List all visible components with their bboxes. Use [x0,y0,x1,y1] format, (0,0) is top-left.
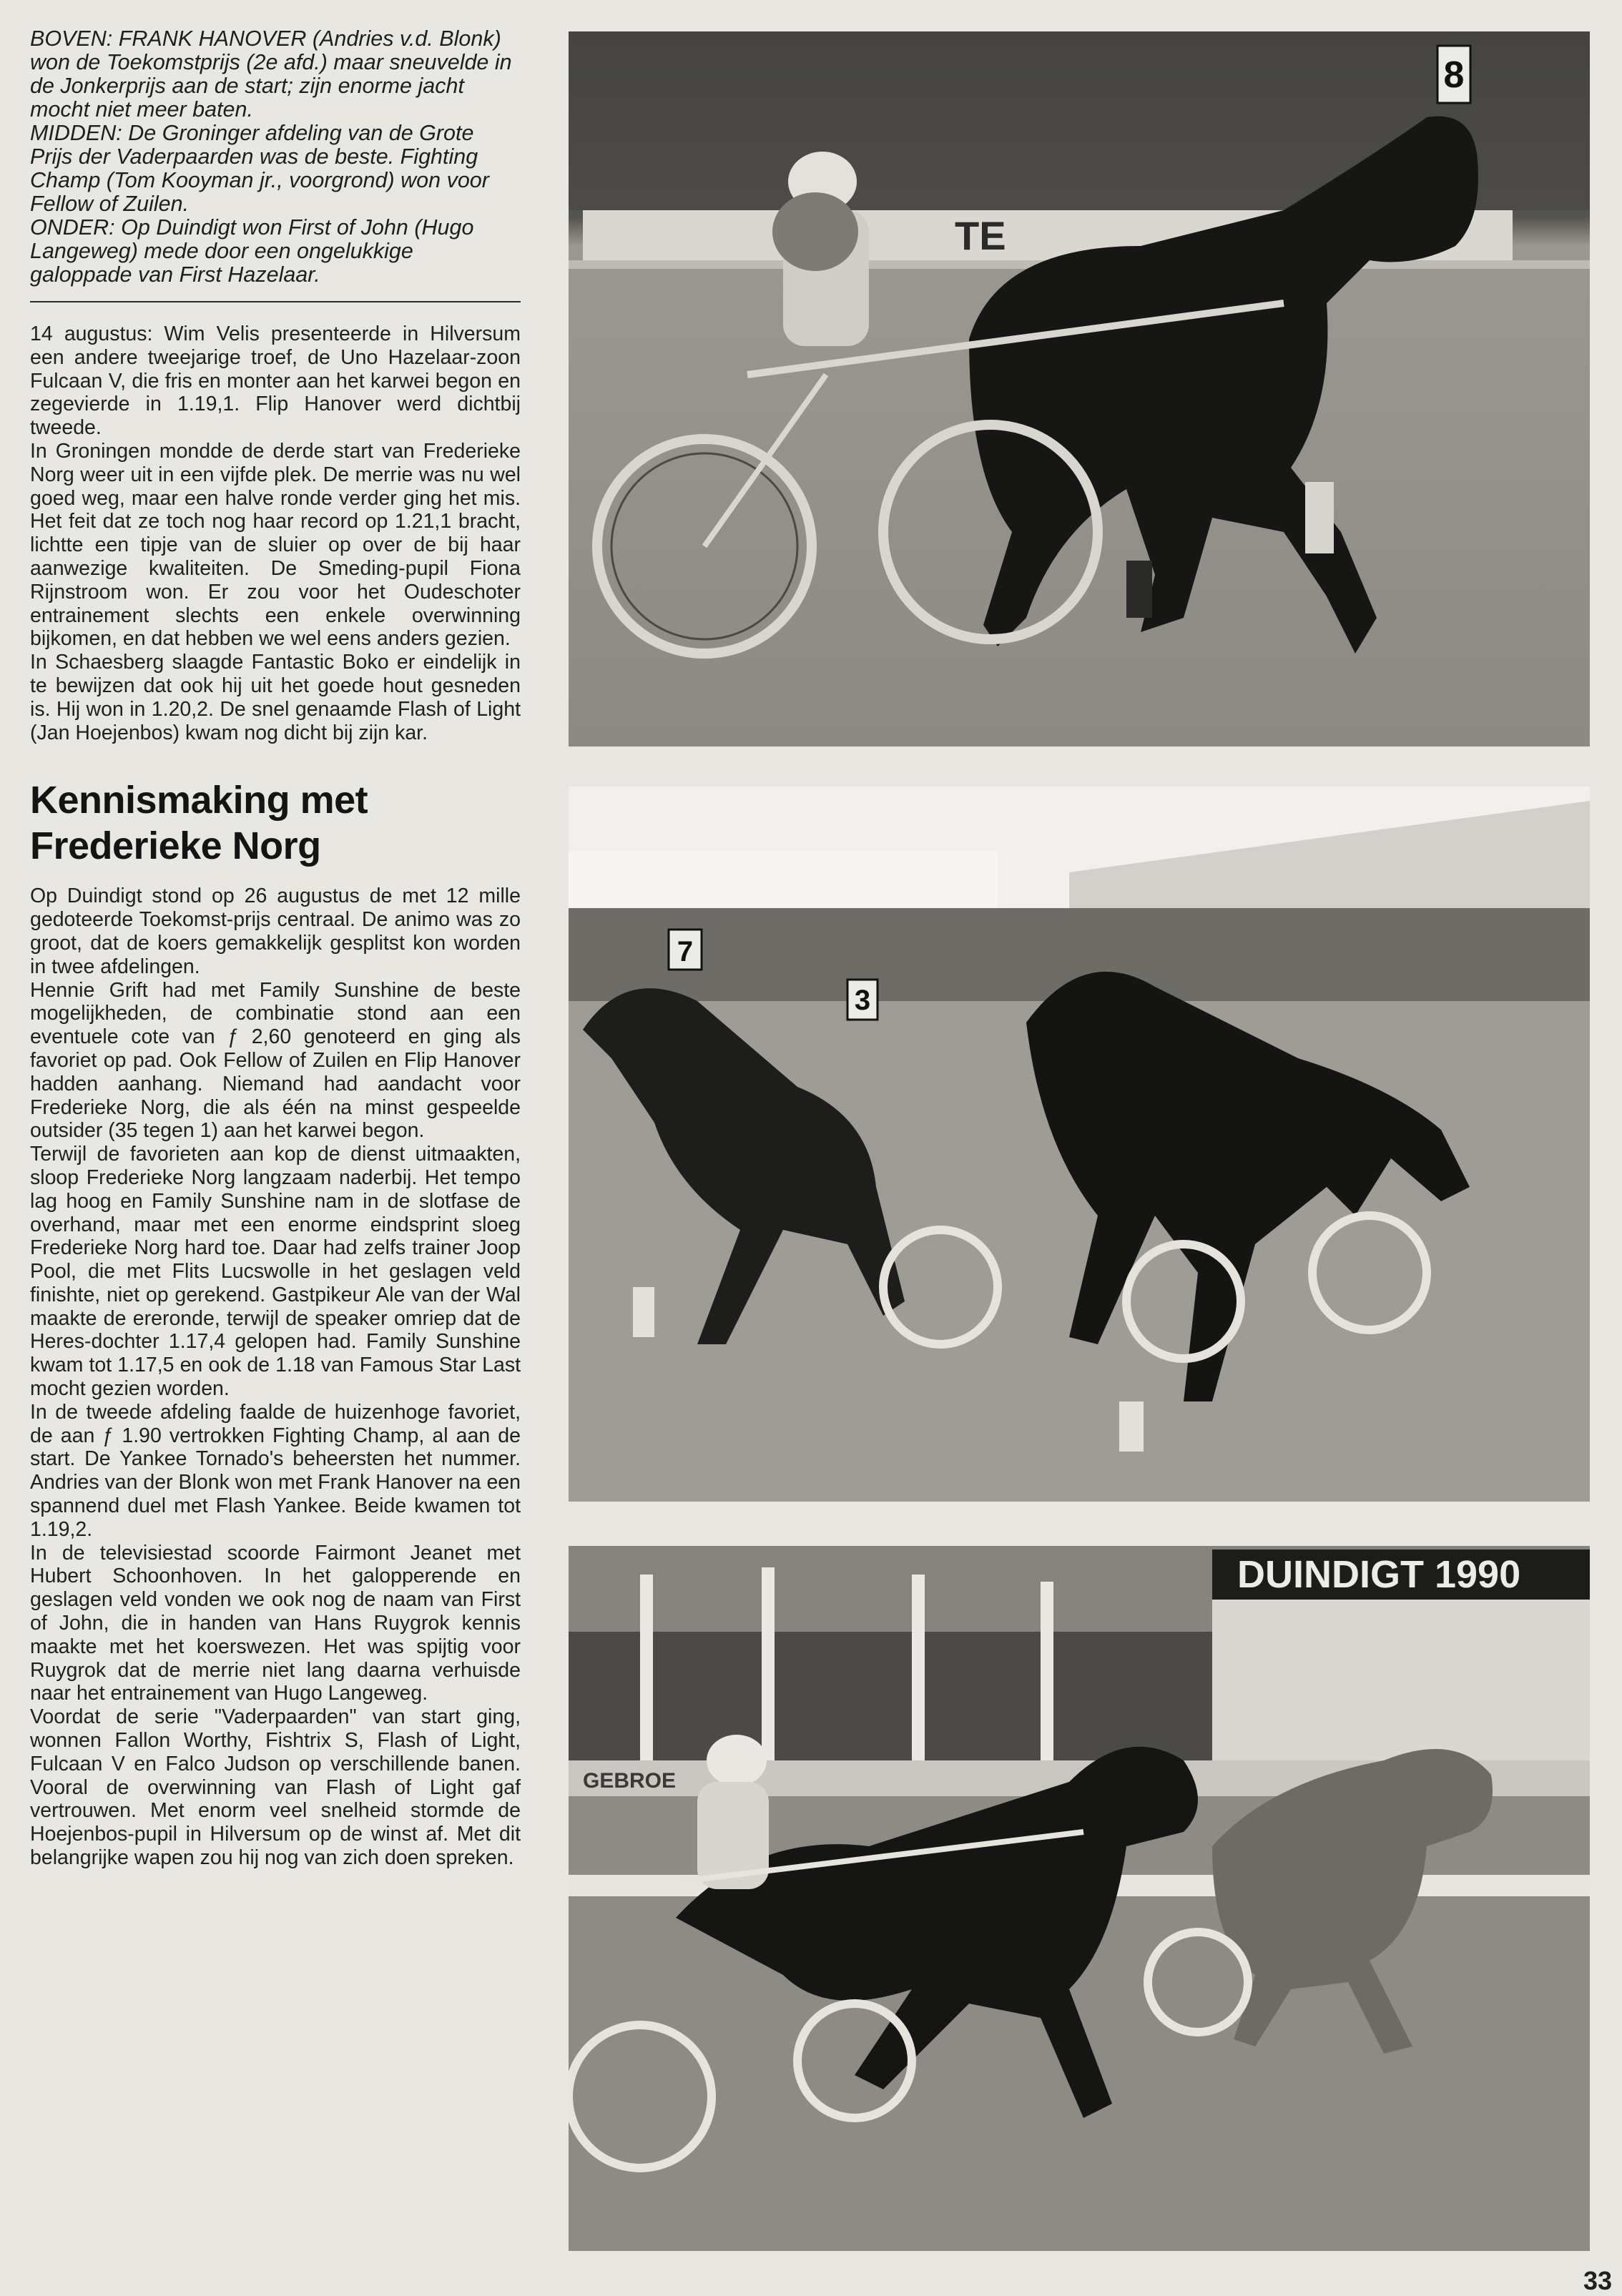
paragraph: In de televisiestad scoorde Fairmont Jeanet met Hubert Schoonhoven. In het galopperende en geslagen veld vonden we ook nog de naam van First of John, die in handen van Hans Ruygrok kennis maakte met het koerswezen. Het was spijtig voor Ruygrok dat de merrie niet lang daarna verhuisde naar het entrainement van Hugo Langeweg. [30,1541,521,1705]
number-plate: 7 [677,936,694,967]
article-heading: Kennismaking met Frederieke Norg [30,779,368,868]
number-plate: 3 [854,985,871,1016]
divider [30,301,521,302]
photo-top-horse-trotter [569,31,1590,747]
sign-text: TE [955,213,1006,258]
paragraph: In Schaesberg slaagde Fantastic Boko er eindelijk in te bewijzen dat ook hij uit het goede hout gesneden is. Hij won in 1.20,2. De snel genaamde Flash of Light (Jan Hoejenbos) kwam nog dicht bij zijn kar. [30,651,521,744]
photo-bottom-race [569,1546,1590,2251]
text-column [30,27,521,1870]
paragraph: 14 augustus: Wim Velis presenteerde in Hilversum een andere tweejarige troef, de Uno Hazelaar-zoon Fulcaan V, die fris en monter aan het karwei begon en zegevierde in 1.19,1. Flip Hanover werd dichtbij tweede. [30,322,521,440]
number-plate: 8 [1443,54,1465,96]
photo-captions [30,27,521,287]
paragraph: Voordat de serie "Vaderpaarden" van start ging, wonnen Fallon Worthy, Fishtrix S, Flash of Light, Fulcaan V en Falco Judson op verschillende banen. Vooral de overwinning van Flash of Light gaf vertrouwen. Met enorm veel snelheid stormde de Hoejenbos-pupil in Hilversum op de winst af. Met dit belangrijke wapen zou hij nog van zich doen spreken. [30,1705,521,1870]
intro-text [30,322,521,744]
caption-bottom: ONDER: Op Duindigt won First of John (Hugo Langeweg) mede door een ongelukkige galoppade van First Hazelaar. [30,215,474,287]
paragraph: Terwijl de favorieten aan kop de dienst uitmaakten, sloop Frederieke Norg langzaam naderbij. Het tempo lag hoog en Family Sunshine nam in de slotfase de overhand, maar met een enorme eindsprint sloeg Frederieke Norg hard toe. Daar had zelfs trainer Joop Pool, die met Flits Lucswolle in het geslagen veld finishte, niet op gerekend. Gastpikeur Ale van der Wal maakte de ereronde, terwijl de speaker omriep dat de Heres-dochter 1.17,4 gelopen had. Family Sunshine kwam tot 1.17,5 en ook de 1.18 van Famous Star Last mocht gezien worden. [30,1143,521,1401]
caption-middle: MIDDEN: De Groninger afdeling van de Grote Prijs der Vaderpaarden was de beste. Fighting Champ (Tom Kooyman jr., voorgrond) won voor Fellow of Zuilen. [30,121,489,216]
caption-top: BOVEN: FRANK HANOVER (Andries v.d. Blonk) won de Toekomstprijs (2e afd.) maar sneuvelde in de Jonkerprijs aan de start; zijn enorme jacht mocht niet meer baten. [30,26,512,122]
photo-middle-race [569,787,1590,1502]
paragraph: In de tweede afdeling faalde de huizenhoge favoriet, de aan ƒ 1.90 vertrokken Fighting Champ, al aan de start. De Yankee Tornado's beheersten het nummer. Andries van der Blonk won met Frank Hanover na een spannend duel met Flash Yankee. Beide kwamen tot 1.19,2. [30,1400,521,1541]
scoreboard-text: DUINDIGT 1990 [1237,1553,1521,1596]
page-number: 33 [1583,2266,1612,2295]
banner-text: GEBROE [583,1769,677,1793]
paragraph: Op Duindigt stond op 26 augustus de met 12 mille gedoteerde Toekomst-prijs centraal. De animo was zo groot, dat de koers gemakkelijk gesplitst kon worden in twee afdelingen. [30,885,521,978]
article-text [30,885,521,1869]
paragraph: In Groningen mondde de derde start van Frederieke Norg weer uit in een vijfde plek. De merrie was nu wel goed weg, maar een halve ronde verder ging het mis. Het feit dat ze toch nog haar record op 1.21,1 bracht, lichtte een tipje van de sluier op over de bij haar aanwezige kwaliteiten. De Smeding-pupil Fiona Rijnstroom won. Er zou voor het Oudeschoter entrainement slechts een enkele overwinning bijkomen, en dat hebben we wel eens anders gezien. [30,439,521,651]
paragraph: Hennie Grift had met Family Sunshine de beste mogelijkheden, de combinatie stond aan een eventuele cote van ƒ 2,60 genoteerd en ging als favoriet op pad. Ook Fellow of Zuilen en Flip Hanover hadden aanhang. Niemand had aandacht voor Frederieke Norg, die als één na minst gespeelde outsider (35 tegen 1) aan het karwei begon. [30,978,521,1143]
